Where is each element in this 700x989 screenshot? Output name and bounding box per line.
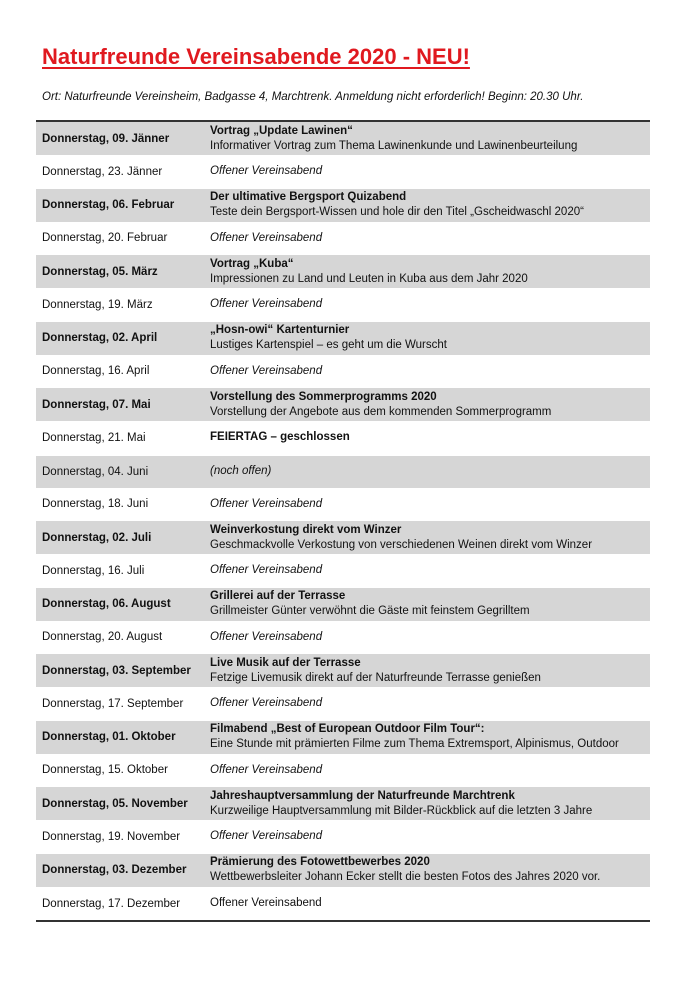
event-details: [210, 323, 650, 353]
event-text: Offener Vereinsabend: [210, 564, 323, 577]
page-title: Naturfreunde Vereinsabende 2020 - NEU!: [42, 44, 470, 69]
event-text: Offener Vereinsabend: [210, 231, 323, 244]
table-row: [36, 356, 650, 388]
event-details: [210, 257, 650, 287]
event-details: [210, 124, 650, 154]
event-description: Fetzige Livemusik direkt auf der Naturfreunde Terrasse genießen: [210, 671, 541, 684]
event-text: Offener Vereinsabend: [210, 165, 323, 178]
event-details: [210, 390, 650, 420]
event-text: Offener Vereinsabend: [210, 364, 323, 377]
event-date: Donnerstag, 19. November: [42, 830, 181, 843]
event-details: [210, 789, 650, 819]
event-title: „Hosn-owi“ Kartenturnier: [210, 324, 350, 337]
event-text: Offener Vereinsabend: [210, 298, 323, 311]
event-details: [210, 855, 650, 885]
table-row: [36, 455, 650, 489]
event-date: Donnerstag, 18. Juni: [42, 498, 149, 511]
event-text: Offener Vereinsabend: [210, 497, 323, 510]
event-description: Wettbewerbsleiter Johann Ecker stellt die besten Fotos des Jahres 2020 vor.: [210, 871, 601, 884]
event-title: Grillerei auf der Terrasse: [210, 590, 346, 603]
event-details: [210, 722, 650, 752]
event-text: Offener Vereinsabend: [210, 630, 323, 643]
event-text: Offener Vereinsabend: [210, 697, 323, 710]
event-date: Donnerstag, 23. Jänner: [42, 165, 163, 178]
event-date: Donnerstag, 05. März: [42, 265, 158, 278]
event-title: Vortrag „Kuba“: [210, 257, 294, 270]
event-description: Lustiges Kartenspiel – es geht um die Wurscht: [210, 339, 447, 352]
event-description: Kurzweilige Hauptversammlung mit Bilder-Rückblick auf die letzten 3 Jahre: [210, 804, 593, 817]
event-description: Teste dein Bergsport-Wissen und hole dir den Titel „Gscheidwaschl 2020“: [210, 206, 584, 219]
location-info: Ort: Naturfreunde Vereinsheim, Badgasse 4, Marchtrenk. Anmeldung nicht erforderlich! Beginn: 20.30 Uhr.: [42, 91, 584, 103]
table-row: [36, 854, 650, 888]
event-date: Donnerstag, 16. Juli: [42, 564, 145, 577]
event-date: Donnerstag, 07. Mai: [42, 398, 151, 411]
event-date: Donnerstag, 02. Juli: [42, 531, 152, 544]
event-date: Donnerstag, 20. Februar: [42, 232, 168, 245]
event-date: Donnerstag, 17. Dezember: [42, 897, 181, 910]
event-date: Donnerstag, 09. Jänner: [42, 132, 170, 145]
table-row: [36, 787, 650, 821]
table-row: [36, 555, 650, 587]
table-row: [36, 755, 650, 787]
event-date: Donnerstag, 16. April: [42, 365, 150, 378]
table-row: [36, 521, 650, 555]
table-row: [36, 322, 650, 356]
table-row: [36, 622, 650, 654]
event-text: Offener Vereinsabend: [210, 830, 323, 843]
event-date: Donnerstag, 17. September: [42, 697, 184, 710]
event-details: [210, 656, 650, 686]
event-description: Geschmackvolle Verkostung von verschiedenen Weinen direkt vom Winzer: [210, 538, 593, 551]
event-date: Donnerstag, 03. September: [42, 664, 191, 677]
event-schedule: [36, 120, 650, 922]
table-row: [36, 289, 650, 321]
event-date: Donnerstag, 04. Juni: [42, 465, 149, 478]
event-title: Prämierung des Fotowettbewerbes 2020: [210, 856, 430, 869]
table-row: [36, 189, 650, 223]
table-row: [36, 688, 650, 720]
event-text: Offener Vereinsabend: [210, 897, 322, 910]
event-date: Donnerstag, 20. August: [42, 631, 163, 644]
event-date: Donnerstag, 06. Februar: [42, 199, 175, 212]
table-row: [36, 654, 650, 688]
table-row: [36, 122, 650, 156]
event-title: Live Musik auf der Terrasse: [210, 656, 361, 669]
table-row: [36, 156, 650, 188]
event-text: Offener Vereinsabend: [210, 763, 323, 776]
event-title: Der ultimative Bergsport Quizabend: [210, 191, 407, 204]
event-description: Impressionen zu Land und Leuten in Kuba aus dem Jahr 2020: [210, 272, 528, 285]
table-row: [36, 388, 650, 422]
event-description: Grillmeister Günter verwöhnt die Gäste mit feinstem Gegrilltem: [210, 605, 530, 618]
event-details: [210, 190, 650, 220]
table-row: [36, 422, 650, 454]
event-date: Donnerstag, 21. Mai: [42, 431, 146, 444]
table-row: [36, 255, 650, 289]
event-description: Informativer Vortrag zum Thema Lawinenkunde und Lawinenbeurteilung: [210, 139, 578, 152]
event-date: Donnerstag, 15. Oktober: [42, 764, 168, 777]
event-date: Donnerstag, 02. April: [42, 332, 158, 345]
event-date: Donnerstag, 06. August: [42, 598, 171, 611]
event-title: Filmabend „Best of European Outdoor Film Tour“:: [210, 723, 485, 736]
event-details: [210, 589, 650, 619]
table-row: [36, 721, 650, 755]
event-description: Vorstellung der Angebote aus dem kommenden Sommerprogramm: [210, 405, 552, 418]
event-date: Donnerstag, 03. Dezember: [42, 864, 187, 877]
table-row: [36, 223, 650, 255]
event-date: Donnerstag, 05. November: [42, 797, 188, 810]
event-date: Donnerstag, 01. Oktober: [42, 731, 176, 744]
event-text: (noch offen): [210, 465, 272, 478]
event-title: Weinverkostung direkt vom Winzer: [210, 523, 402, 536]
table-row: [36, 821, 650, 853]
event-date: Donnerstag, 19. März: [42, 298, 153, 311]
table-row: [36, 888, 650, 920]
event-details: [210, 523, 650, 553]
event-description: Eine Stunde mit prämierten Filme zum Thema Extremsport, Alpinismus, Outdoor: [210, 738, 619, 751]
table-row: [36, 588, 650, 622]
table-row: [36, 489, 650, 521]
event-title: Jahreshauptversammlung der Naturfreunde Marchtrenk: [210, 789, 515, 802]
event-text: FEIERTAG – geschlossen: [210, 431, 350, 444]
event-title: Vorstellung des Sommerprogramms 2020: [210, 390, 437, 403]
event-title: Vortrag „Update Lawinen“: [210, 124, 353, 137]
